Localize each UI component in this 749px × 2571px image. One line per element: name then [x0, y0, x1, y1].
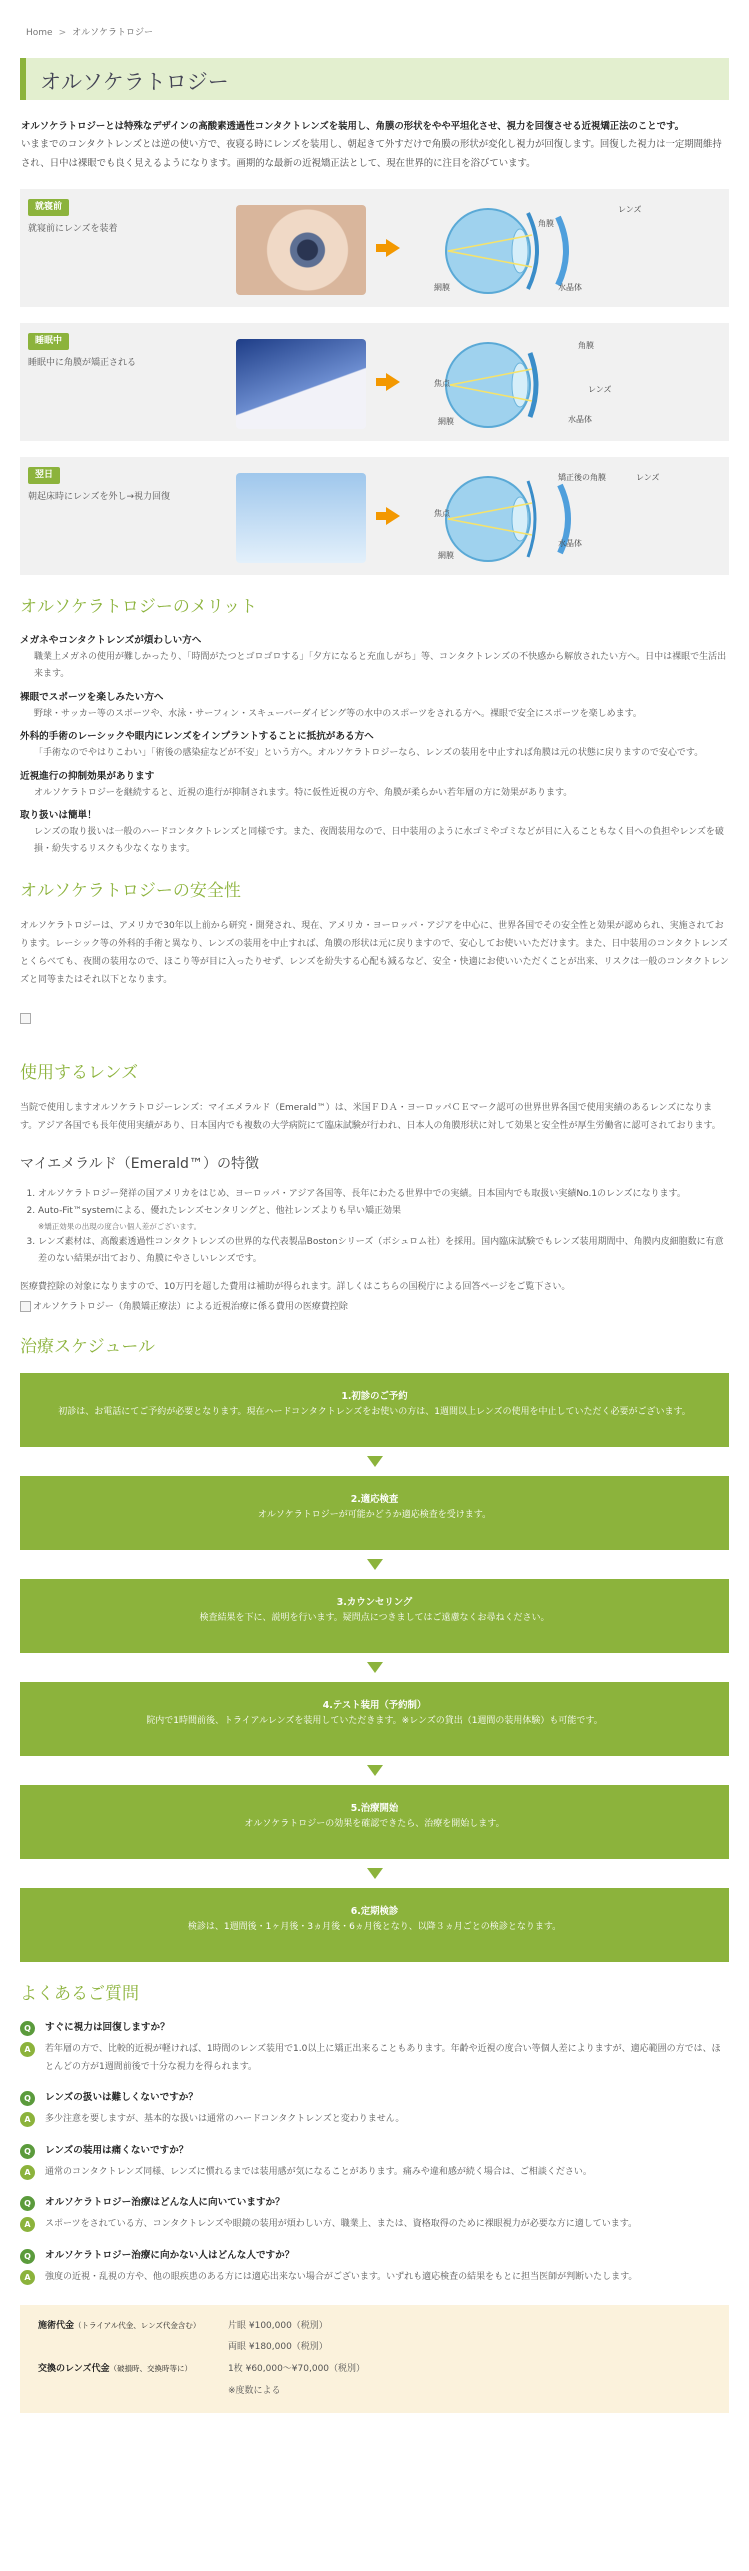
breadcrumb-current: オルソケラトロジー: [72, 28, 154, 38]
answer-icon: A: [20, 2112, 35, 2127]
faq-list: [20, 2020, 729, 2286]
faq-answer: 多少注意を要しますが、基本的な扱いは通常のハードコンタクトレンズと変わりません。: [45, 2114, 405, 2125]
step-title: 1.初診のご予約: [341, 1391, 408, 1403]
step-desc: 検査結果を下に、説明を行います。疑問点につきましてはご遠慮なくお尋ねください。: [199, 1612, 550, 1623]
schedule-step: [20, 1888, 729, 1962]
faq-question: レンズの装用は痛くないですか？: [45, 2144, 189, 2156]
faq-title: よくあるご質問: [20, 1984, 139, 2005]
pdf-link-row[interactable]: [20, 1300, 729, 1315]
stage-badge: 睡眠中: [28, 333, 69, 350]
schedule-step: [20, 1476, 729, 1550]
label-focus: 焦点: [434, 378, 450, 388]
merit-body: 「手術なのでやはりこわい」「術後の感染症などが不安」という方へ。オルソケラトロジーなら、レンズの装用を中止すれば角膜は元の状態に戻りますので安心です。: [34, 748, 704, 759]
feature-item: [38, 1234, 729, 1268]
faq-answer: スポーツをされている方、コンタクトレンズや眼鏡の装用が煩わしい方、職業上、または、資格取得のために裸眼視力が必要な方に適しています。: [45, 2219, 638, 2230]
down-arrow-icon: [367, 1868, 383, 1879]
merit-title: オルソケラトロジーのメリット: [20, 596, 258, 617]
stage-illustration: [218, 467, 721, 565]
price-label: [38, 2319, 228, 2334]
merit-head: 裸眼でスポーツを楽しみたい方へ: [20, 691, 164, 703]
down-arrow-icon: [367, 1456, 383, 1467]
step-title: 2.適応検査: [350, 1494, 399, 1506]
schedule-steps: [20, 1373, 729, 1962]
price-table: [20, 2305, 729, 2413]
stage-badge: 就寝前: [28, 199, 69, 216]
breadcrumb: [20, 0, 729, 58]
broken-image-icon: [20, 1013, 31, 1024]
label-cornea: 角膜: [578, 340, 594, 350]
faq-question: レンズの扱いは難しくないですか？: [45, 2092, 198, 2104]
eye-diagram: [408, 199, 688, 299]
step-title: 3.カウンセリング: [336, 1597, 413, 1609]
stage-badge: 翌日: [28, 467, 60, 484]
intro-body: いままでのコンタクトレンズとは逆の使い方で、夜寝る時にレンズを装用し、朝起きて外すだけで角膜の形状が変化し視力が回復します。回復した視力は一定期間維持され、日中は裸眼でも良く見えるようになります。画期的な最新の近視矯正法として、現在世界的に注目を浴びています。: [21, 139, 722, 169]
intro: [20, 118, 729, 173]
merit-body: レンズの取り扱いは一般のハードコンタクトレンズと同様です。また、夜間装用なので、日中装用のように水ゴミやゴミなどが目に入ることもなく目への負担やレンズを破損・紛失するリスクも少なくなります。: [34, 826, 724, 855]
merit-body: オルソケラトロジーを継続すると、近視の進行が抑制されます。特に仮性近視の方や、角膜が柔らかい若年層の方に効果があります。: [34, 787, 573, 798]
step-desc: オルソケラトロジーが可能かどうか適応検査を受けます。: [257, 1509, 492, 1520]
label-cornea: 角膜: [538, 218, 554, 228]
down-arrow-icon: [367, 1662, 383, 1673]
merit-list: [20, 633, 729, 859]
faq-question: オルソケラトロジー治療に向かない人はどんな人ですか？: [45, 2249, 295, 2261]
faq-answer: 強度の近視・乱視の方や、他の眼疾患のある方には適応出来ない場合がございます。いずれも適応検査の結果をもとに担当医師が判断いたします。: [45, 2271, 638, 2282]
label-crystalline-lens: 水晶体: [558, 538, 582, 548]
broken-image-icon: [20, 1301, 31, 1312]
page-title: オルソケラトロジー: [20, 58, 729, 100]
sleeping-photo: [236, 339, 366, 429]
label-retina: 網膜: [438, 416, 454, 426]
label-crystalline-lens: 水晶体: [558, 282, 582, 292]
label-retina: 網膜: [438, 550, 454, 560]
lens-title: 使用するレンズ: [20, 1062, 139, 1083]
lens-body: 当院で使用しますオルソケラトロジーレンズ：マイエメラルド（Emerald™）は、米国ＦＤＡ・ヨーロッパＣＥマーク認可の世界世界各国で使用実績のあるレンズになります。アジア各国でも長年使用実績があり、日本国内でも複数の大学病院にて臨床試験が行われ、日本人の角膜形状に対して効果と安全性が厚生労働省に認可されております。: [20, 1102, 721, 1131]
question-icon: Q: [20, 2249, 35, 2264]
breadcrumb-separator: >: [58, 28, 67, 38]
question-icon: Q: [20, 2091, 35, 2106]
pdf-link[interactable]: オルソケラトロジー（角膜矯正療法）による近視治療に係る費用の医療費控除: [33, 1302, 348, 1313]
step-desc: オルソケラトロジーの効果を確認できたら、治療を開始します。: [244, 1818, 505, 1829]
price-label: [38, 2362, 228, 2377]
step-title: 6.定期検診: [350, 1906, 399, 1918]
schedule-step: [20, 1785, 729, 1859]
stage-illustration: [218, 199, 721, 297]
faq-question: オルソケラトロジー治療はどんな人に向いていますか？: [45, 2197, 285, 2209]
faq-answer: 若年層の方で、比較的近視が軽ければ、1時間のレンズ装用で1.0以上に矯正出来ることもあります。年齢や近視の度合い等個人差によりますが、適応範囲の方では、ほとんどの方が1週間前後で十分な視力を得られます。: [45, 2044, 721, 2072]
question-icon: Q: [20, 2196, 35, 2211]
stage-before-sleep: [20, 189, 729, 307]
merit-body: 職業上メガネの使用が難しかったり、「時間がたつとゴロゴロする」「夕方になると充血しがち」等、コンタクトレンズの不快感から解放されたい方へ。日中は裸眼で生活出来ます。: [34, 651, 727, 680]
price-value: ※度数による: [228, 2386, 281, 2397]
schedule-step: [20, 1373, 729, 1447]
faq-item: [20, 2020, 729, 2076]
feature-text: オルソケラトロジー発祥の国アメリカをはじめ、ヨーロッパ・アジア各国等、長年にわたる世界中での実績。日本国内でも取扱い実績No.1のレンズになります。: [38, 1188, 686, 1199]
step-desc: 初診は、お電話にてご予約が必要となります。現在ハードコンタクトレンズをお使いの方は、1週間以上レンズの使用を中止していただく必要がございます。: [58, 1406, 691, 1417]
answer-icon: A: [20, 2270, 35, 2285]
intro-lead: オルソケラトロジーとは特殊なデザインの高酸素透過性コンタクトレンズを装用し、角膜の形状をやや平坦化させ、視力を回復させる近視矯正法のことです。: [21, 121, 684, 132]
schedule-step: [20, 1579, 729, 1653]
label-focus: 焦点: [434, 508, 450, 518]
feature-item: [38, 1203, 729, 1234]
step-desc: 検診は、1週間後・1ヶ月後・3ヵ月後・6ヵ月後となり、以降３ヵ月ごとの検診となります。: [187, 1921, 562, 1932]
price-label-sub: （トライアル代金、レンズ代金含む）: [74, 2320, 201, 2330]
safety-title: オルソケラトロジーの安全性: [20, 881, 241, 901]
label-lens: レンズ: [588, 384, 612, 394]
feature-note: ※矯正効果の出現の度合い個人差がございます。: [38, 1221, 202, 1231]
label-lens: レンズ: [636, 472, 660, 482]
arrow-icon: [386, 239, 400, 257]
price-value: 両眼 ¥180,000（税別）: [228, 2342, 328, 2353]
merit-head: 外科的手術のレーシックや眼内にレンズをインプラントすることに抵抗がある方へ: [20, 731, 374, 743]
arrow-icon: [386, 507, 400, 525]
merit-head: 取り扱いは簡単！: [20, 810, 97, 822]
price-value: 1枚 ¥60,000〜¥70,000（税別）: [228, 2364, 366, 2375]
breadcrumb-home-link[interactable]: Home: [26, 28, 53, 38]
schedule-title: 治療スケジュール: [20, 1337, 155, 1358]
faq-question: すぐに視力は回復しますか？: [45, 2022, 170, 2034]
price-label-sub: （破損時、交換時等に）: [109, 2364, 193, 2374]
label-corrected-cornea: 矯正後の角膜: [558, 472, 606, 482]
feature-list: [20, 1186, 729, 1269]
answer-icon: A: [20, 2165, 35, 2180]
stage-during-sleep: [20, 323, 729, 441]
faq-item: [20, 2248, 729, 2287]
stage-illustration: [218, 333, 721, 431]
answer-icon: A: [20, 2217, 35, 2232]
waking-photo: [236, 473, 366, 563]
down-arrow-icon: [367, 1765, 383, 1776]
stage-desc: 睡眠中に角膜が矯正される: [28, 357, 137, 368]
feature-item: [38, 1186, 729, 1203]
merit-head: メガネやコンタクトレンズが煩わしい方へ: [20, 635, 202, 647]
step-title: 4.テスト装用（予約制）: [322, 1700, 427, 1712]
answer-icon: A: [20, 2042, 35, 2057]
stage-next-day: [20, 457, 729, 575]
price-label: [38, 2340, 228, 2355]
question-icon: Q: [20, 2144, 35, 2159]
price-label-main: 施術代金: [38, 2320, 75, 2331]
merit-body: 野球・サッカー等のスポーツや、水泳・サーフィン・スキューバーダイビング等の水中のスポーツをされる方へ。裸眼で安全にスポーツを楽しめます。: [34, 708, 642, 719]
faq-item: [20, 2143, 729, 2182]
faq-item: [20, 2195, 729, 2234]
faq-answer: 通常のコンタクトレンズ同様、レンズに慣れるまでは装用感が気になることがあります。痛みや違和感が続く場合は、ご相談ください。: [45, 2166, 592, 2177]
price-label: [38, 2384, 228, 2399]
arrow-icon: [386, 373, 400, 391]
faq-item: [20, 2090, 729, 2129]
question-icon: Q: [20, 2021, 35, 2036]
down-arrow-icon: [367, 1559, 383, 1570]
tax-note[interactable]: 医療費控除の対象になりますので、10万円を超した費用は補助が得られます。詳しくはこちらの国税庁による回答ページをご覧下さい。: [20, 1282, 571, 1293]
stage-desc: 朝起床時にレンズを外し→視力回復: [28, 491, 171, 502]
safety-body: オルソケラトロジーは、アメリカで30年以上前から研究・開発され、現在、アメリカ・ヨーロッパ・アジアを中心に、世界各国でその安全性と効果が認められ、実施されております。レーシック等の外科的手術と異なり、レンズの装用を中止すれば、角膜の形状は元に戻りますので、安心してお使いいただけます。また、日中装用のコンタクトレンズとくらべても、夜間の装用なので、ほこり等が目に入ったりせず、レンズを紛失する心配も減るなど、安全・快適にお使いいただくことが出来、リスクは一般のコンタクトレンズと同等またはそれ以下となります。: [20, 921, 729, 986]
step-title: 5.治療開始: [350, 1803, 399, 1815]
price-value: 片眼 ¥100,000（税別）: [228, 2320, 328, 2331]
schedule-step: [20, 1682, 729, 1756]
label-retina: 網膜: [434, 282, 450, 292]
price-label-main: 交換のレンズ代金: [38, 2364, 110, 2375]
feature-title: マイエメラルド（Emerald™）の特徴: [20, 1155, 259, 1172]
label-lens: レンズ: [618, 204, 642, 214]
eye-photo: [236, 205, 366, 295]
step-desc: 院内で1時間前後、トライアルレンズを装用していただきます。※レンズの貸出（1週間の装用体験）も可能です。: [146, 1715, 603, 1726]
label-crystalline-lens: 水晶体: [568, 414, 592, 424]
feature-text: レンズ素材は、高酸素透過性コンタクトレンズの世界的な代表製品Bostonシリーズ（ボシュロム社）を採用。国内臨床試験でもレンズ装用期間中、角膜内皮細胞数に有意差のない結果が出ており、角膜にやさしいレンズです。: [38, 1237, 724, 1265]
stage-desc: 就寝前にレンズを装着: [28, 223, 118, 234]
merit-head: 近視進行の抑制効果があります: [20, 770, 155, 782]
feature-text: Auto-Fit™systemによる、優れたレンズセンタリングと、他社レンズよりも早い矯正効果: [38, 1205, 402, 1216]
